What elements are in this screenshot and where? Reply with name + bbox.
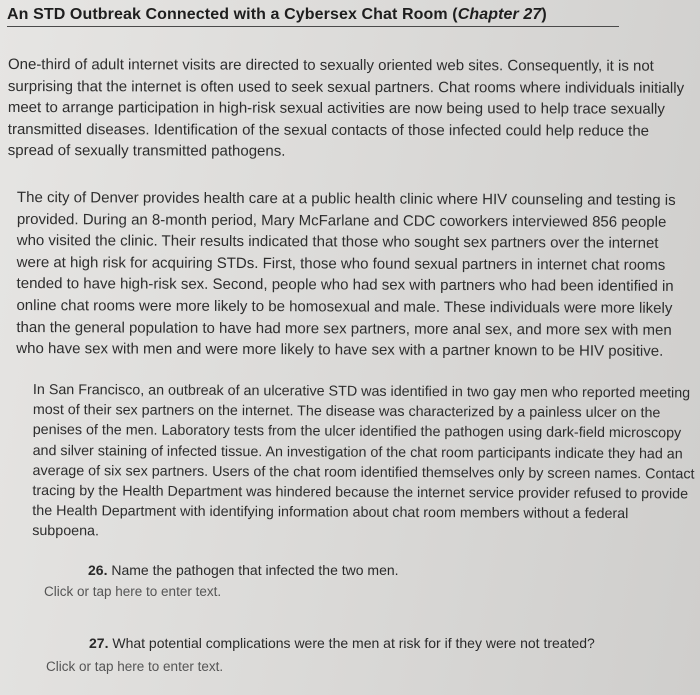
paragraph-san-francisco: In San Francisco, an outbreak of an ulcerative STD was identified in two gay men who reported meeting most of their sex partners on the internet. The disease was characterized by a painless ulcer on the penises of the men. Laboratory tests from the ulcer identified the pathogen using dark-field microscopy and silver staining of infected tissue. An investigation of the chat room participants indicate they had an average of six sex partners. Users of the chat room identified themselves only by screen names. Contact tracing by the Health Department was hindered because the internet service provider refused to provide the Health Department with identifying information about chat room members without a federal subpoena.: [32, 381, 695, 540]
question-26: [88, 562, 399, 578]
question-text: Name the pathogen that infected the two men.: [107, 562, 399, 578]
answer-field-26[interactable]: Click or tap here to enter text.: [44, 584, 222, 599]
paragraph-denver: The city of Denver provides health care at a public health clinic where HIV counseling and testing is provided. During an 8-month period, Mary McFarlane and CDC coworkers interviewed 856 people who visited the clinic. Their results indicated that those who sought sex partners over the internet were at high risk for acquiring STDs. First, those who found sexual partners in internet chat rooms tended to have high-risk sex. Second, people who had sex with partners who had been identified in online chat rooms were more likely to be homosexual and male. These individuals were more likely than the general population to have had more sex partners, more anal sex, and more sex with men who have sex with men and were more likely to have sex with a partner known to be HIV positive.: [16, 188, 676, 360]
paragraph-intro: One-third of adult internet visits are directed to sexually oriented web sites. Consequently, it is not surprising that the internet is often used to seek sexual partners. Chat rooms where individuals initially meet to arrange participation in high-risk sexual activities are now being used to help trace sexually transmitted diseases. Identification of the sexual contacts of those infected could help reduce the spread of sexually transmitted pathogens.: [7, 55, 685, 161]
answer-field-27[interactable]: Click or tap here to enter text.: [46, 659, 224, 674]
title-chapter: Chapter 27: [457, 6, 542, 23]
question-number: 26.: [88, 562, 108, 578]
question-text: What potential complications were the men at risk for if they were not treated?: [108, 635, 595, 651]
question-number: 27.: [89, 635, 109, 651]
title-close: ): [541, 6, 547, 23]
question-27: [89, 635, 595, 651]
document-title: [7, 6, 619, 27]
title-main: An STD Outbreak Connected with a Cybersex Chat Room (: [7, 6, 458, 23]
